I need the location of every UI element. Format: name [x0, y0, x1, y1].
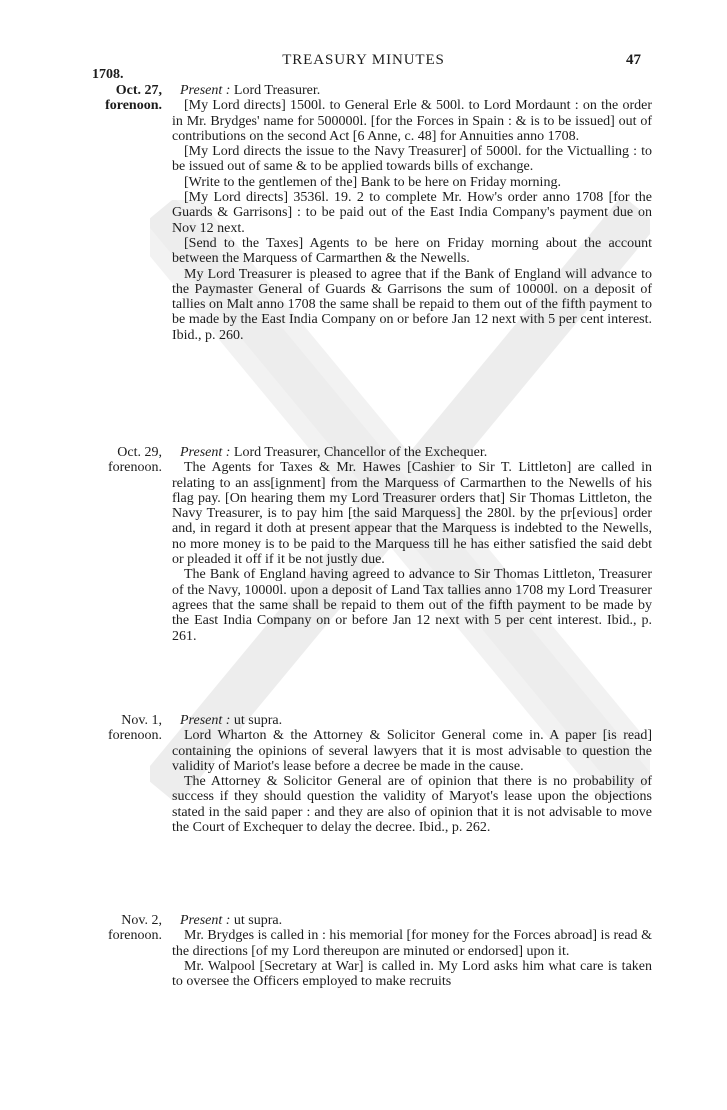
entry-time: forenoon.: [107, 728, 162, 744]
minute-paragraph: The Attorney & Solicitor General are of opinion that there is no probability of success if they should question the validity of Maryot's lease upon the objections stated in the said paper : and they are also of opinion that it is not advisable to move the Court of Exchequer to delay the decree. Ibid., p. 262.: [172, 774, 652, 836]
margin-note: [40, 445, 162, 476]
present-line: [172, 445, 652, 460]
minute-paragraph: [Send to the Taxes] Agents to be here on Friday morning about the account between the Marquess of Carmarthen & the Newells.: [172, 235, 652, 267]
present-line: [172, 913, 652, 928]
minute-paragraph: The Bank of England having agreed to advance to Sir Thomas Littleton, Treasurer of the Navy, 10000l. upon a deposit of Land Tax tallies anno 1708 my Lord Treasurer agrees that the same shall be repaid to them out of the fifth payment to be made by the East India Company on or before Jan 12 next with 5 per cent interest. Ibid., p. 261.: [172, 567, 652, 644]
entry-body: [172, 83, 652, 343]
present-label: Present :: [180, 713, 231, 728]
present-text: ut supra.: [233, 713, 283, 728]
minute-paragraph: Mr. Brydges is called in : his memorial [for money for the Forces abroad] is read & the directions [of my Lord thereupon are minuted or endorsed] upon it.: [172, 928, 652, 959]
margin-note: [40, 83, 162, 114]
margin-note: [40, 913, 162, 944]
entry-body: [172, 445, 652, 644]
entry-body: [172, 713, 652, 835]
present-label: Present :: [180, 83, 231, 98]
present-text: Lord Treasurer.: [233, 83, 321, 98]
entry-date: Oct. 27,: [115, 83, 162, 98]
minute-paragraph: My Lord Treasurer is pleased to agree that if the Bank of England will advance to the Paymaster General of Guards & Garrisons the sum of 10000l. on a deposit of tallies on Malt anno 1708 the same shall be repaid to them out of the fifth payment to be made by the East India Company on or before Jan 12 next with 5 per cent interest. Ibid., p. 260.: [172, 266, 652, 343]
page-number: 47: [626, 52, 641, 68]
entry-date: Nov. 1,: [121, 713, 162, 728]
margin-note: [40, 713, 162, 744]
entry-date: Oct. 29,: [117, 445, 162, 460]
present-line: [172, 83, 652, 98]
entry-time: forenoon.: [107, 460, 162, 476]
entry-date: Nov. 2,: [121, 913, 162, 928]
minute-paragraph: [My Lord directs the issue to the Navy Treasurer] of 5000l. for the Victualling : to be issued out of same & to be applied towards bills of exchange.: [172, 144, 652, 175]
minute-paragraph: [My Lord directs] 3536l. 19. 2 to complete Mr. How's order anno 1708 [for the Guards & Garrisons] : to be paid out of the East India Company's payment due on Nov 12 next.: [172, 190, 652, 236]
entry-time: forenoon.: [105, 98, 162, 114]
minute-paragraph: [Write to the gentlemen of the] Bank to be here on Friday morning.: [184, 174, 561, 190]
running-head: TREASURY MINUTES: [282, 52, 445, 68]
present-label: Present :: [180, 445, 231, 460]
present-text: ut supra.: [233, 913, 283, 928]
present-text: Lord Treasurer, Chancellor of the Exchequer.: [233, 445, 488, 460]
present-line: [172, 713, 652, 728]
entry-time: forenoon.: [107, 928, 162, 944]
minute-paragraph: Lord Wharton & the Attorney & Solicitor General come in. A paper [is read] containing the opinions of several lawyers that it is most advisable to question the validity of Mariot's lease before a decree be made in the cause.: [172, 728, 652, 774]
entry-body: [172, 913, 652, 989]
margin-year: 1708.: [92, 67, 124, 82]
minute-paragraph: [My Lord directs] 1500l. to General Erle & 500l. to Lord Mordaunt : on the order in Mr. Brydges' name for 500000l. [for the Forces in Spain : & is to be issued] out of contributions on the second Act [6 Anne, c. 48] for Annuities anno 1708.: [172, 98, 652, 144]
minute-paragraph: The Agents for Taxes & Mr. Hawes [Cashier to Sir T. Littleton] are called in relating to an ass[ignment] from the Marquess of Carmarthen to the Newells of his flag pay. [On hearing them my Lord Treasurer orders that] Sir Thomas Littleton, the Navy Treasurer, is to pay him [the said Marquess] the 280l. by the pr[evious] order and, in regard it doth at present appear that the Marquess is indebted to the Newells, no more money is to be paid to the Marquess till he has either satisfied the said debt or pleaded it off if it be not justly due.: [172, 460, 652, 568]
minute-paragraph: Mr. Walpool [Secretary at War] is called in. My Lord asks him what care is taken to oversee the Officers employed to make recruits: [172, 958, 652, 990]
present-label: Present :: [180, 913, 231, 928]
